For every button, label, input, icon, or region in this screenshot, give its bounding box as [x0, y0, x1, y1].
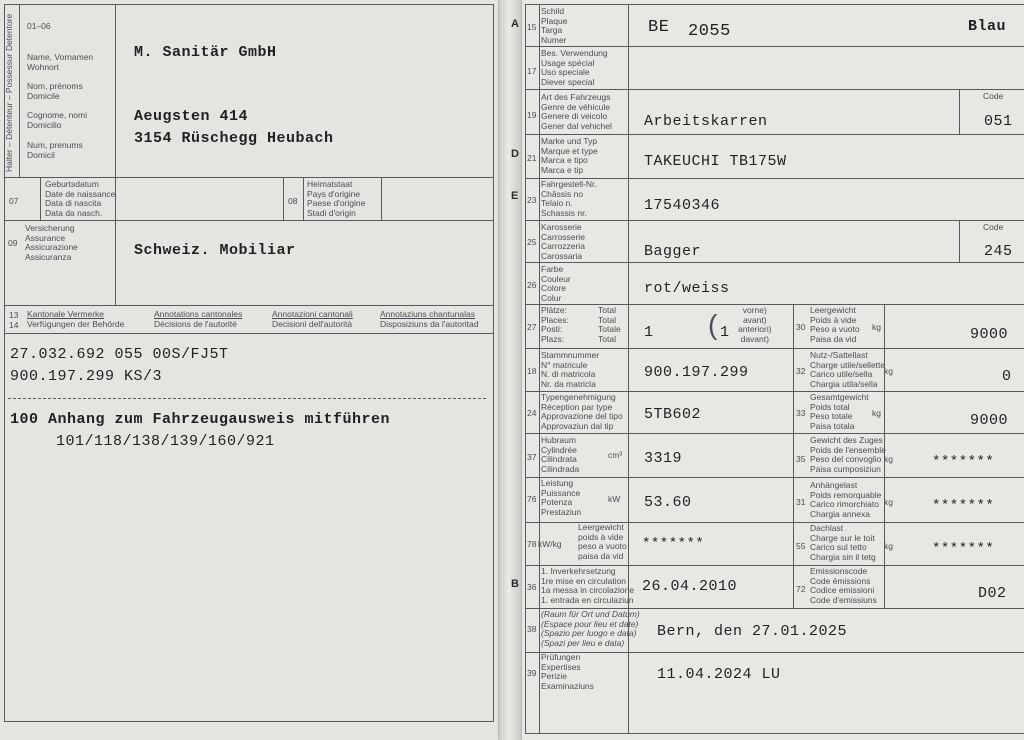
- field-18-number: 18: [527, 366, 537, 376]
- field-30-number: 30: [796, 322, 806, 332]
- field-39-labels: Prüfungen Expertises Perizie Examinaziuns: [541, 652, 594, 691]
- seats-bracket-open: (: [708, 309, 718, 340]
- field-32-number: 32: [796, 366, 806, 376]
- field-25-number: 25: [527, 237, 537, 247]
- vehicle-kind-code: 051: [984, 113, 1013, 130]
- power-ratio-value: *******: [642, 536, 705, 552]
- type-approval-value: 5TB602: [644, 406, 702, 423]
- field-37-labels: Hubraum Cylindrée Cilindrata Cilindrada: [541, 435, 580, 474]
- field-13-number: 13: [9, 310, 19, 320]
- field-33-labels: Gesamtgewicht Poids total Peso totale Paisa totala: [810, 392, 869, 431]
- field-18-labels: Stammnummer N° matricule N. di matricola Nr. da matricla: [541, 350, 600, 389]
- field-08-labels: Heimatstaat Pays d'origine Paese d'origine Stadi d'origin: [307, 179, 366, 218]
- field-37-number: 37: [527, 452, 537, 462]
- field-31-unit: kg: [884, 497, 893, 507]
- seats-front-labels: vorne) avant) anteriori) davant): [738, 305, 772, 344]
- plate-prefix: BE: [648, 18, 670, 37]
- field-07-number: 07: [9, 196, 19, 206]
- inspection-value: 11.04.2024 LU: [657, 666, 781, 683]
- chassis-value: 17540346: [644, 197, 721, 214]
- field-24-number: 24: [527, 408, 537, 418]
- annotation-line-2: 900.197.299 KS/3: [10, 368, 163, 385]
- place-date-value: Bern, den 27.01.2025: [657, 623, 848, 640]
- field-55-number: 55: [796, 541, 806, 551]
- field-09-labels: Versicherung Assurance Assicurazione Assicuranza: [25, 223, 78, 262]
- total-weight-value: 9000: [970, 412, 1009, 429]
- holder-street: Aeugsten 414: [134, 108, 249, 125]
- field-23-number: 23: [527, 195, 537, 205]
- marker-a: A: [511, 18, 519, 30]
- field-76-number: 76: [527, 494, 537, 504]
- field-32-unit: kg: [884, 366, 893, 376]
- roof-load-value: *******: [932, 541, 995, 557]
- field-07-labels: Geburtsdatum Date de naissance Data di nascita Data da nasch.: [45, 179, 116, 218]
- field-37-unit: cm³: [608, 450, 623, 460]
- field-31-labels: Anhängelast Poids remorquable Carico rimorchiato Chargia annexa: [810, 480, 882, 519]
- seats-total: 1: [644, 324, 654, 341]
- field-78-labels: Leergewicht poids à vide peso a vuoto paisa da vid: [578, 522, 627, 561]
- field-23-labels: Fahrgestell-Nr. Châssis no Telaio n. Schassis nr.: [541, 179, 597, 218]
- plate-color: Blau: [968, 18, 1007, 35]
- marker-d: D: [511, 148, 519, 160]
- field-38-number: 38: [527, 624, 537, 634]
- empty-weight-value: 9000: [970, 326, 1009, 343]
- field-04-labels: Num, prenums Domicil: [27, 140, 83, 160]
- emission-code-value: D02: [978, 585, 1007, 602]
- field-25-labels: Karosserie Carrosserie Carrozzeria Carossaria: [541, 222, 585, 261]
- marker-b: B: [511, 578, 519, 590]
- field-26-labels: Farbe Couleur Colore Colur: [541, 264, 571, 303]
- color-value: rot/weiss: [644, 280, 730, 297]
- annotation-line-1: 27.032.692 055 00S/FJ5T: [10, 346, 229, 363]
- field-72-number: 72: [796, 584, 806, 594]
- holder-name: M. Sanitär GmbH: [134, 44, 277, 61]
- field-27-total-labels: Total Total Totale Total: [598, 305, 621, 344]
- vehicle-kind-code-label: Code: [983, 91, 1004, 101]
- field-78-unit: kW/kg: [538, 539, 562, 549]
- right-page: [511, 0, 1024, 740]
- field-19-labels: Art des Fahrzeugs Genre de véhicule Genere di veicolo Gener dal vehichel: [541, 92, 612, 131]
- left-page: [0, 0, 498, 740]
- field-03-labels: Cognome, nomi Domicilio: [27, 110, 88, 130]
- holder-city: 3154 Rüschegg Heubach: [134, 130, 334, 147]
- body-value: Bagger: [644, 243, 702, 260]
- field-27-labels: Plätze: Places: Posti: Plazs:: [541, 305, 569, 344]
- field-15-labels: Schild Plaque Targa Numer: [541, 6, 568, 45]
- field-32-labels: Nutz-/Sattellast Charge utile/sellette Carico utile/sella Chargia utila/sella: [810, 350, 886, 389]
- field-01-labels: Name, Vornamen Wohnort: [27, 52, 94, 72]
- field-36-labels: 1. Inverkehrsetzung 1re mise en circulation 1a messa in circolazione 1. entrada en circulaziun: [541, 566, 635, 605]
- field-36-number: 36: [527, 582, 537, 592]
- field-19-number: 19: [527, 110, 537, 120]
- payload-value: 0: [1002, 368, 1012, 385]
- vehicle-kind-value: Arbeitskarren: [644, 113, 768, 130]
- annotation-line-4: 101/118/138/139/160/921: [56, 433, 275, 450]
- field-76-labels: Leistung Puissance Potenza Prestaziun: [541, 478, 582, 517]
- first-registration-value: 26.04.2010: [642, 578, 738, 595]
- field-14-number: 14: [9, 320, 19, 330]
- field-31-number: 31: [796, 497, 806, 507]
- book-gutter: [498, 0, 522, 740]
- field-35-unit: kg: [884, 454, 893, 464]
- field-13-label-de: Kantonale Vermerke Verfügungen der Behörde: [27, 309, 125, 329]
- field-55-unit: kg: [884, 541, 893, 551]
- field-39-number: 39: [527, 668, 537, 678]
- field-35-labels: Gewicht des Zuges Poids de l'ensemble Peso del convoglio Paisa cumposiziun: [810, 435, 886, 474]
- towing-value: *******: [932, 498, 995, 514]
- field-33-unit: kg: [872, 408, 881, 418]
- field-08-number: 08: [288, 196, 298, 206]
- marker-e: E: [511, 190, 519, 202]
- field-72-labels: Emissionscode Code émissions Codice emissioni Code d'emissiuns: [810, 566, 877, 605]
- field-76-unit: kW: [608, 494, 621, 504]
- field-21-number: 21: [527, 153, 537, 163]
- insurance-value: Schweiz. Mobiliar: [134, 242, 296, 259]
- seats-front: 1: [720, 324, 730, 341]
- plate-number: 2055: [688, 22, 731, 41]
- matricule-value: 900.197.299: [644, 364, 749, 381]
- body-code: 245: [984, 243, 1013, 260]
- field-24-labels: Typengenehmigung Réception par type Approvazione del tipo Approvaziun dal tip: [541, 392, 623, 431]
- field-35-number: 35: [796, 454, 806, 464]
- field-02-labels: Nom, prénoms Domicile: [27, 81, 83, 101]
- body-code-label: Code: [983, 222, 1004, 232]
- field-78-number: 78: [527, 539, 537, 549]
- displacement-value: 3319: [644, 450, 683, 467]
- field-30-labels: Leergewicht Poids à vide Peso a vuoto Paisa da vid: [810, 305, 860, 344]
- train-weight-value: *******: [932, 454, 995, 470]
- field-13-label-rm: Annotaziuns chantunalas Disposiziuns da l'autoritad: [380, 309, 479, 329]
- power-value: 53.60: [644, 494, 692, 511]
- field-13-label-it: Annotazioni cantonali Decisioni dell'autorità: [272, 309, 353, 329]
- field-13-label-fr: Annotations cantonales Décisions de l'autorité: [154, 309, 243, 329]
- holder-vertical-label: Halter – Détenteur – Possessur Detentore: [4, 13, 14, 172]
- field-15-number: 15: [527, 22, 537, 32]
- field-21-labels: Marke und Typ Marque et type Marca e tipo Marca e tip: [541, 136, 598, 175]
- field-38-labels: (Raum für Ort und Datum) (Espace pour lieu et date) (Spazio per luogo e data) (Spazi per lieu e data): [541, 609, 640, 648]
- field-09-number: 09: [8, 238, 18, 248]
- field-33-number: 33: [796, 408, 806, 418]
- field-55-labels: Dachlast Charge sur le toit Carico sul tetto Chargia sin il tetg: [810, 523, 876, 562]
- annotation-line-3: 100 Anhang zum Fahrzeugausweis mitführen: [10, 411, 391, 428]
- field-30-unit: kg: [872, 322, 881, 332]
- field-27-number: 27: [527, 322, 537, 332]
- field-17-labels: Bes. Verwendung Usage spécial Uso speciale Diever special: [541, 48, 608, 87]
- make-type-value: TAKEUCHI TB175W: [644, 153, 787, 170]
- field-17-number: 17: [527, 66, 537, 76]
- field-26-number: 26: [527, 280, 537, 290]
- field-01-number: 01–06: [27, 21, 51, 31]
- dashed-separator: [8, 398, 486, 399]
